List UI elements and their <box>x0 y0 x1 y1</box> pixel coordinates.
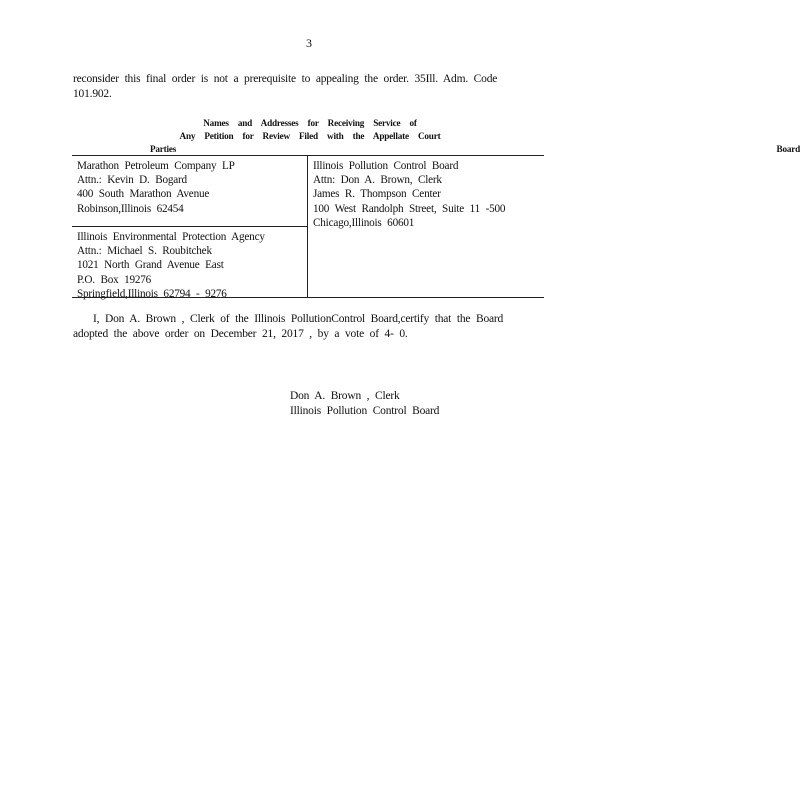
address-line: Attn: Don A. Brown, Clerk <box>313 174 442 187</box>
address-line: 100 West Randolph Street, Suite 11 -500 <box>313 202 506 215</box>
address-line: Illinois Pollution Control Board <box>313 160 459 172</box>
address-line: Chicago,Illinois 60601 <box>313 216 415 229</box>
heading-line-1: Names and Addresses for Receiving Service of <box>203 118 417 128</box>
page-number: 3 <box>306 36 312 50</box>
board-address <box>308 156 544 227</box>
address-line: Attn.: Michael S. Roubitchek <box>77 245 212 258</box>
intro-line-1: reconsider this final order is not a prerequisite to appealing the order. 35Ill. Adm. Code <box>73 73 498 85</box>
service-list-heading <box>150 117 800 156</box>
address-line: 400 South Marathon Avenue <box>77 188 210 201</box>
signature-name: Don A. Brown , Clerk <box>290 390 400 402</box>
signature-agency: Illinois Pollution Control Board <box>290 404 440 417</box>
certification-paragraph <box>73 312 510 341</box>
party-address-marathon <box>72 156 308 227</box>
intro-line-2: 101.902. <box>73 87 112 100</box>
empty-cell <box>308 227 544 297</box>
party-address-iepa <box>72 227 308 300</box>
certification-line-2: adopted the above order on December 21, 2017 , by a vote of 4- 0. <box>73 327 408 340</box>
certification-line-1: I, Don A. Brown , Clerk of the Illinois PollutionControl Board,certify that the Board <box>93 313 504 325</box>
address-line: Illinois Environmental Protection Agency <box>77 231 265 243</box>
address-line: 1021 North Grand Avenue East <box>77 259 224 272</box>
address-line: Attn.: Kevin D. Bogard <box>77 174 187 187</box>
address-line: P.O. Box 19276 <box>77 273 152 286</box>
address-line: James R. Thompson Center <box>313 188 441 201</box>
heading-line-2: Any Petition for Review Filed with the Appellate Court <box>179 131 441 141</box>
heading-line-3: Parties Board <box>150 144 800 154</box>
service-table <box>72 155 544 298</box>
table-row <box>72 156 544 227</box>
table-row <box>72 227 544 300</box>
intro-paragraph <box>73 72 510 101</box>
address-line: Marathon Petroleum Company LP <box>77 160 235 172</box>
signature-block <box>290 389 439 418</box>
address-line: Robinson,Illinois 62454 <box>77 202 184 215</box>
address-line: Springfield,Illinois 62794 - 9276 <box>77 287 227 300</box>
